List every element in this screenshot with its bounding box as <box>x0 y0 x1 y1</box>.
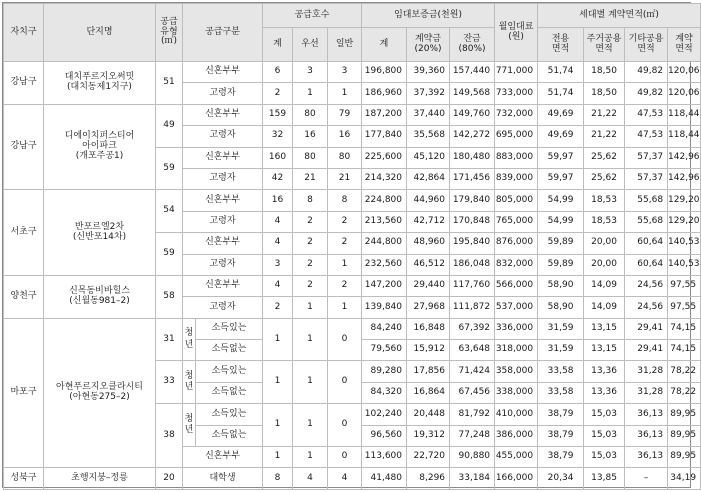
deposit-balance-cell: 67,456 <box>450 382 495 403</box>
monthly-rent-cell: 166,000 <box>495 468 538 489</box>
area-contract-cell: 129,20 <box>668 190 701 211</box>
deposit-balance-cell: 149,568 <box>450 83 495 104</box>
deposit-total-cell: 96,560 <box>362 425 407 446</box>
district-cell: 성북구 <box>4 468 44 489</box>
area-contract-cell: 142,96 <box>668 168 701 189</box>
header-supply-type: 공급 유형 (㎡) <box>156 4 183 62</box>
area-contract-cell: 74,15 <box>668 340 701 361</box>
header-district: 자치구 <box>4 4 44 62</box>
area-residential-cell: 18,53 <box>584 190 625 211</box>
units-total-cell: 4 <box>263 275 293 296</box>
area-contract-cell: 118,44 <box>668 104 701 125</box>
area-residential-cell: 13,15 <box>584 340 625 361</box>
complex-cell: 대치푸르지오써밋 (대치동제1지구) <box>44 62 156 105</box>
area-other-cell: 36,13 <box>625 447 668 468</box>
deposit-contract-cell: 27,968 <box>407 297 450 318</box>
units-total-cell: 1 <box>263 447 293 468</box>
deposit-balance-cell: 157,440 <box>450 62 495 83</box>
area-exclusive-cell: 20,34 <box>538 468 584 489</box>
header-units-general: 일반 <box>328 28 362 62</box>
units-general-cell: 3 <box>328 62 362 83</box>
deposit-contract-cell: 45,120 <box>407 147 450 168</box>
deposit-balance-cell: 33,184 <box>450 468 495 489</box>
header-deposit-balance: 잔금 (80%) <box>450 28 495 62</box>
units-total-cell: 6 <box>263 62 293 83</box>
units-general-cell: 21 <box>328 168 362 189</box>
units-priority-cell: 2 <box>293 211 328 232</box>
area-exclusive-cell: 51,74 <box>538 62 584 83</box>
deposit-total-cell: 41,480 <box>362 468 407 489</box>
area-residential-cell: 15,03 <box>584 425 625 446</box>
area-other-cell: 31,28 <box>625 382 668 403</box>
deposit-balance-cell: 90,880 <box>450 447 495 468</box>
category-cell: 소득없는 <box>196 425 263 446</box>
deposit-total-cell: 147,200 <box>362 275 407 296</box>
units-general-cell: 4 <box>328 468 362 489</box>
units-total-cell: 4 <box>263 211 293 232</box>
deposit-total-cell: 89,280 <box>362 361 407 382</box>
monthly-rent-cell: 455,000 <box>495 447 538 468</box>
category-cell: 고령자 <box>183 254 263 275</box>
area-contract-cell: 97,55 <box>668 297 701 318</box>
area-exclusive-cell: 54,99 <box>538 211 584 232</box>
category-cell: 고령자 <box>183 211 263 232</box>
category-cell: 대학생 <box>183 468 263 489</box>
area-contract-cell: 78,22 <box>668 361 701 382</box>
monthly-rent-cell: 832,000 <box>495 254 538 275</box>
units-general-cell: 2 <box>328 211 362 232</box>
header-category: 공급구분 <box>183 4 263 62</box>
deposit-total-cell: 84,320 <box>362 382 407 403</box>
deposit-total-cell: 214,320 <box>362 168 407 189</box>
units-priority-cell: 1 <box>293 361 328 404</box>
deposit-contract-cell: 16,864 <box>407 382 450 403</box>
units-priority-cell: 1 <box>293 447 328 468</box>
category-cell: 신혼부부 <box>183 275 263 296</box>
area-residential-cell: 14,09 <box>584 275 625 296</box>
area-contract-cell: 142,96 <box>668 147 701 168</box>
deposit-contract-cell: 35,568 <box>407 126 450 147</box>
deposit-balance-cell: 81,792 <box>450 404 495 425</box>
units-priority-cell: 80 <box>293 147 328 168</box>
area-residential-cell: 21,22 <box>584 104 625 125</box>
youth-label-cell: 청년 <box>183 318 196 361</box>
monthly-rent-cell: 805,000 <box>495 190 538 211</box>
deposit-total-cell: 187,200 <box>362 104 407 125</box>
header-area: 세대별 계약면적(㎡) <box>538 4 701 28</box>
category-cell: 고령자 <box>183 126 263 147</box>
area-other-cell: 55,68 <box>625 211 668 232</box>
type-cell: 33 <box>156 361 183 404</box>
table-row <box>4 104 701 125</box>
units-priority-cell: 2 <box>293 275 328 296</box>
table-row <box>4 62 701 83</box>
area-exclusive-cell: 58,90 <box>538 297 584 318</box>
deposit-total-cell: 232,560 <box>362 254 407 275</box>
units-general-cell: 8 <box>328 190 362 211</box>
deposit-balance-cell: 170,848 <box>450 211 495 232</box>
area-contract-cell: 97,55 <box>668 275 701 296</box>
area-contract-cell: 118,44 <box>668 126 701 147</box>
area-contract-cell: 140,53 <box>668 233 701 254</box>
monthly-rent-cell: 537,000 <box>495 297 538 318</box>
area-contract-cell: 74,15 <box>668 318 701 339</box>
monthly-rent-cell: 765,000 <box>495 211 538 232</box>
monthly-rent-cell: 733,000 <box>495 83 538 104</box>
monthly-rent-cell: 732,000 <box>495 104 538 125</box>
area-exclusive-cell: 38,79 <box>538 447 584 468</box>
units-priority-cell: 2 <box>293 254 328 275</box>
deposit-total-cell: 225,600 <box>362 147 407 168</box>
units-general-cell: 2 <box>328 233 362 254</box>
deposit-contract-cell: 44,960 <box>407 190 450 211</box>
deposit-contract-cell: 8,296 <box>407 468 450 489</box>
units-priority-cell: 1 <box>293 83 328 104</box>
area-residential-cell: 18,50 <box>584 83 625 104</box>
deposit-contract-cell: 37,392 <box>407 83 450 104</box>
header-units: 공급호수 <box>263 4 362 28</box>
area-residential-cell: 25,62 <box>584 168 625 189</box>
deposit-balance-cell: 180,480 <box>450 147 495 168</box>
area-other-cell: 57,37 <box>625 147 668 168</box>
deposit-balance-cell: 63,648 <box>450 340 495 361</box>
monthly-rent-cell: 876,000 <box>495 233 538 254</box>
units-total-cell: 2 <box>263 297 293 318</box>
area-exclusive-cell: 33,58 <box>538 361 584 382</box>
units-general-cell: 16 <box>328 126 362 147</box>
deposit-balance-cell: 195,840 <box>450 233 495 254</box>
area-exclusive-cell: 51,74 <box>538 83 584 104</box>
header-area-other-common: 기타공용 면적 <box>625 28 668 62</box>
district-cell: 강남구 <box>4 62 44 105</box>
complex-cell: 아현푸르지오클라시티 (아현동275–2) <box>44 318 156 468</box>
deposit-contract-cell: 39,360 <box>407 62 450 83</box>
deposit-total-cell: 196,800 <box>362 62 407 83</box>
area-exclusive-cell: 58,90 <box>538 275 584 296</box>
district-cell: 마포구 <box>4 318 44 468</box>
area-residential-cell: 18,53 <box>584 211 625 232</box>
category-cell: 신혼부부 <box>183 62 263 83</box>
youth-label-cell: 청년 <box>183 404 196 447</box>
category-cell: 소득없는 <box>196 340 263 361</box>
area-other-cell: 47,53 <box>625 126 668 147</box>
youth-label-cell: 청년 <box>183 361 196 404</box>
category-cell: 소득있는 <box>196 318 263 339</box>
units-total-cell: 1 <box>263 361 293 404</box>
units-general-cell: 1 <box>328 254 362 275</box>
units-total-cell: 3 <box>263 254 293 275</box>
deposit-total-cell: 84,240 <box>362 318 407 339</box>
area-other-cell: 36,13 <box>625 425 668 446</box>
type-cell: 38 <box>156 404 183 468</box>
units-general-cell: 0 <box>328 361 362 404</box>
units-general-cell: 2 <box>328 275 362 296</box>
deposit-contract-cell: 48,960 <box>407 233 450 254</box>
deposit-contract-cell: 17,856 <box>407 361 450 382</box>
category-cell: 신혼부부 <box>183 147 263 168</box>
deposit-contract-cell: 29,440 <box>407 275 450 296</box>
deposit-balance-cell: 71,424 <box>450 361 495 382</box>
area-exclusive-cell: 59,97 <box>538 147 584 168</box>
deposit-balance-cell: 117,760 <box>450 275 495 296</box>
units-general-cell: 0 <box>328 318 362 361</box>
deposit-contract-cell: 20,448 <box>407 404 450 425</box>
units-priority-cell: 1 <box>293 318 328 361</box>
area-residential-cell: 21,22 <box>584 126 625 147</box>
rental-supply-table <box>3 3 701 490</box>
header-units-priority: 우선 <box>293 28 328 62</box>
units-general-cell: 79 <box>328 104 362 125</box>
units-total-cell: 32 <box>263 126 293 147</box>
deposit-total-cell: 186,960 <box>362 83 407 104</box>
area-contract-cell: 120,06 <box>668 62 701 83</box>
area-other-cell: 49,82 <box>625 83 668 104</box>
monthly-rent-cell: 386,000 <box>495 425 538 446</box>
area-other-cell: 60,64 <box>625 254 668 275</box>
deposit-contract-cell: 22,720 <box>407 447 450 468</box>
area-other-cell: 55,68 <box>625 190 668 211</box>
units-total-cell: 16 <box>263 190 293 211</box>
units-priority-cell: 8 <box>293 190 328 211</box>
area-contract-cell: 78,22 <box>668 382 701 403</box>
deposit-balance-cell: 67,392 <box>450 318 495 339</box>
deposit-balance-cell: 171,456 <box>450 168 495 189</box>
area-other-cell: 24,56 <box>625 275 668 296</box>
units-priority-cell: 4 <box>293 468 328 489</box>
monthly-rent-cell: 883,000 <box>495 147 538 168</box>
monthly-rent-cell: 336,000 <box>495 318 538 339</box>
units-priority-cell: 16 <box>293 126 328 147</box>
deposit-contract-cell: 42,712 <box>407 211 450 232</box>
area-contract-cell: 89,95 <box>668 404 701 425</box>
district-cell: 강남구 <box>4 104 44 190</box>
monthly-rent-cell: 410,000 <box>495 404 538 425</box>
units-general-cell: 80 <box>328 147 362 168</box>
units-priority-cell: 2 <box>293 233 328 254</box>
area-residential-cell: 20,00 <box>584 254 625 275</box>
area-other-cell: 29,41 <box>625 340 668 361</box>
category-cell: 신혼부부 <box>183 104 263 125</box>
units-total-cell: 1 <box>263 404 293 447</box>
complex-cell: 신목동비바힐스 (신월동981–2) <box>44 275 156 318</box>
area-other-cell: 49,82 <box>625 62 668 83</box>
type-cell: 51 <box>156 62 183 105</box>
header-deposit: 임대보증금(천원) <box>362 4 495 28</box>
area-exclusive-cell: 38,79 <box>538 404 584 425</box>
deposit-total-cell: 213,560 <box>362 211 407 232</box>
category-cell: 신혼부부 <box>183 190 263 211</box>
units-general-cell: 0 <box>328 447 362 468</box>
monthly-rent-cell: 839,000 <box>495 168 538 189</box>
category-cell: 신혼부부 <box>183 233 263 254</box>
district-cell: 서초구 <box>4 190 44 276</box>
type-cell: 59 <box>156 147 183 190</box>
deposit-total-cell: 102,240 <box>362 404 407 425</box>
units-priority-cell: 1 <box>293 297 328 318</box>
area-contract-cell: 120,06 <box>668 83 701 104</box>
area-exclusive-cell: 59,97 <box>538 168 584 189</box>
area-residential-cell: 18,50 <box>584 62 625 83</box>
deposit-contract-cell: 46,512 <box>407 254 450 275</box>
area-exclusive-cell: 31,59 <box>538 340 584 361</box>
category-cell: 고령자 <box>183 83 263 104</box>
supply-table-frame <box>2 2 700 488</box>
units-total-cell: 160 <box>263 147 293 168</box>
units-priority-cell: 21 <box>293 168 328 189</box>
units-priority-cell: 1 <box>293 404 328 447</box>
header-area-exclusive: 전용 면적 <box>538 28 584 62</box>
area-residential-cell: 13,36 <box>584 361 625 382</box>
deposit-total-cell: 139,840 <box>362 297 407 318</box>
area-residential-cell: 14,09 <box>584 297 625 318</box>
type-cell: 49 <box>156 104 183 147</box>
area-other-cell: 57,37 <box>625 168 668 189</box>
category-cell: 고령자 <box>183 168 263 189</box>
complex-cell: 반포르엘2차 (신반포14차) <box>44 190 156 276</box>
area-other-cell: 24,56 <box>625 297 668 318</box>
category-cell: 신혼부부 <box>183 447 263 468</box>
monthly-rent-cell: 566,000 <box>495 275 538 296</box>
area-exclusive-cell: 49,69 <box>538 104 584 125</box>
type-cell: 59 <box>156 233 183 276</box>
area-contract-cell: 129,20 <box>668 211 701 232</box>
units-total-cell: 159 <box>263 104 293 125</box>
deposit-contract-cell: 37,440 <box>407 104 450 125</box>
area-residential-cell: 13,85 <box>584 468 625 489</box>
area-contract-cell: 140,53 <box>668 254 701 275</box>
area-exclusive-cell: 38,79 <box>538 425 584 446</box>
complex-cell: 디에이치퍼스티어 아이파크 (개포주공1) <box>44 104 156 190</box>
area-other-cell: 60,64 <box>625 233 668 254</box>
deposit-total-cell: 224,800 <box>362 190 407 211</box>
area-other-cell: 47,53 <box>625 104 668 125</box>
header-units-total: 계 <box>263 28 293 62</box>
units-priority-cell: 80 <box>293 104 328 125</box>
units-total-cell: 2 <box>263 83 293 104</box>
type-cell: 54 <box>156 190 183 233</box>
deposit-contract-cell: 42,864 <box>407 168 450 189</box>
units-total-cell: 1 <box>263 318 293 361</box>
units-general-cell: 0 <box>328 404 362 447</box>
type-cell: 20 <box>156 468 183 489</box>
header-area-contract: 계약 면적 <box>668 28 701 62</box>
header-deposit-contract: 계약금 (20%) <box>407 28 450 62</box>
header-deposit-total: 계 <box>362 28 407 62</box>
monthly-rent-cell: 338,000 <box>495 382 538 403</box>
monthly-rent-cell: 318,000 <box>495 340 538 361</box>
deposit-balance-cell: 142,272 <box>450 126 495 147</box>
area-residential-cell: 13,15 <box>584 318 625 339</box>
area-other-cell: 31,28 <box>625 361 668 382</box>
deposit-total-cell: 79,560 <box>362 340 407 361</box>
units-total-cell: 4 <box>263 233 293 254</box>
type-cell: 58 <box>156 275 183 318</box>
deposit-contract-cell: 16,848 <box>407 318 450 339</box>
area-contract-cell: 34,19 <box>668 468 701 489</box>
area-residential-cell: 13,36 <box>584 382 625 403</box>
deposit-contract-cell: 19,312 <box>407 425 450 446</box>
area-residential-cell: 15,03 <box>584 447 625 468</box>
area-residential-cell: 25,62 <box>584 147 625 168</box>
monthly-rent-cell: 771,000 <box>495 62 538 83</box>
area-other-cell: – <box>625 468 668 489</box>
area-residential-cell: 20,00 <box>584 233 625 254</box>
units-general-cell: 1 <box>328 83 362 104</box>
deposit-total-cell: 177,840 <box>362 126 407 147</box>
area-exclusive-cell: 49,69 <box>538 126 584 147</box>
category-cell: 소득없는 <box>196 382 263 403</box>
monthly-rent-cell: 695,000 <box>495 126 538 147</box>
table-row <box>4 318 701 339</box>
category-cell: 소득있는 <box>196 361 263 382</box>
deposit-balance-cell: 149,760 <box>450 104 495 125</box>
units-general-cell: 1 <box>328 297 362 318</box>
units-priority-cell: 3 <box>293 62 328 83</box>
area-exclusive-cell: 59,89 <box>538 254 584 275</box>
district-cell: 양천구 <box>4 275 44 318</box>
area-other-cell: 36,13 <box>625 404 668 425</box>
area-residential-cell: 15,03 <box>584 404 625 425</box>
deposit-contract-cell: 15,912 <box>407 340 450 361</box>
area-exclusive-cell: 31,59 <box>538 318 584 339</box>
complex-cell: 초행지붕–정릉 <box>44 468 156 489</box>
type-cell: 31 <box>156 318 183 361</box>
category-cell: 고령자 <box>183 297 263 318</box>
header-complex: 단지명 <box>44 4 156 62</box>
table-row <box>4 468 701 489</box>
monthly-rent-cell: 358,000 <box>495 361 538 382</box>
units-total-cell: 8 <box>263 468 293 489</box>
deposit-balance-cell: 179,840 <box>450 190 495 211</box>
deposit-total-cell: 113,600 <box>362 447 407 468</box>
deposit-balance-cell: 111,872 <box>450 297 495 318</box>
area-other-cell: 29,41 <box>625 318 668 339</box>
area-contract-cell: 89,95 <box>668 447 701 468</box>
units-total-cell: 42 <box>263 168 293 189</box>
deposit-balance-cell: 77,248 <box>450 425 495 446</box>
area-contract-cell: 89,95 <box>668 425 701 446</box>
area-exclusive-cell: 59,89 <box>538 233 584 254</box>
header-area-residential-common: 주거공용 면적 <box>584 28 625 62</box>
area-exclusive-cell: 33,58 <box>538 382 584 403</box>
area-exclusive-cell: 54,99 <box>538 190 584 211</box>
deposit-balance-cell: 186,048 <box>450 254 495 275</box>
table-row <box>4 275 701 296</box>
header-monthly-rent: 월임대료 (원) <box>495 4 538 62</box>
deposit-total-cell: 244,800 <box>362 233 407 254</box>
table-row <box>4 190 701 211</box>
category-cell: 소득있는 <box>196 404 263 425</box>
